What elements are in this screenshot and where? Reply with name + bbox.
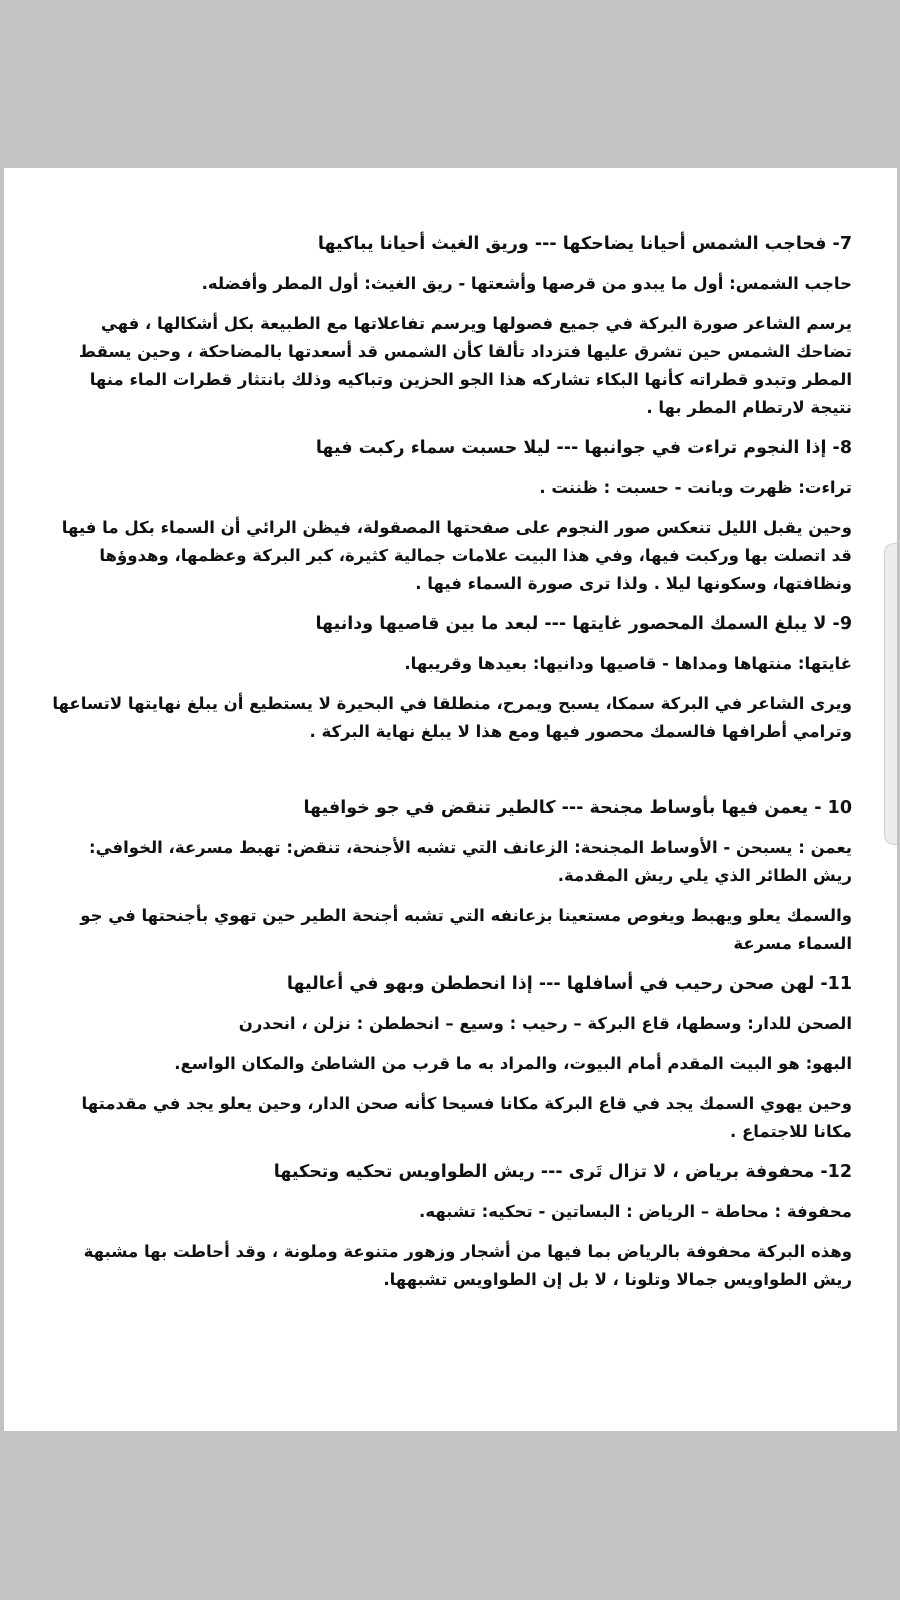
explanation-12: وهذه البركة محفوفة بالرياض بما فيها من أشجار وزهور متنوعة وملونة ، وقد أحاطت بها مشبهة ريش الطواويس جمالا وتلونا ، لا بل إن الطواويس تشبهها. (83, 1242, 852, 1289)
glossary-7: حاجب الشمس: أول ما يبدو من قرصها وأشعتها - ريق الغيث: أول المطر وأفضله. (201, 274, 852, 293)
explanation-7: يرسم الشاعر صورة البركة في جميع فصولها ويرسم تفاعلاتها مع الطبيعة بكل أشكالها ، فهي تضاحك الشمس حين تشرق عليها فتزداد تألقا كأن الشمس قد أسعدتها بالمضاحكة ، وحين يسقط المطر وتبدو قطراته كأنها البكاء تشاركه هذا الجو الحزين وتباكيه وذلك بانتثار قطرات الماء منها نتيجة لارتطام المطر بها . (78, 314, 852, 417)
verse-8: 8- إذا النجوم تراءت في جوانبها --- ليلا حسبت سماء ركبت فيها (315, 438, 852, 458)
verse-11: 11- لهن صحن رحيب في أسافلها --- إذا انحططن وبهو في أعاليها (286, 974, 852, 994)
edge-panel-handle[interactable] (884, 543, 897, 845)
verse-10: 10 - يعمن فيها بأوساط مجنحة --- كالطير تنقض في جو خوافيها (303, 798, 852, 818)
section-gap (52, 758, 852, 794)
glossary-10: يعمن : يسبحن - الأوساط المجنحة: الزعانف التي تشبه الأجنحة، تنقض: تهبط مسرعة، الخوافي: ريش الطائر الذي يلي ريش المقدمة. (88, 838, 852, 885)
glossary-8: تراءت: ظهرت وبانت - حسبت : ظننت . (539, 478, 852, 497)
explanation-9: ويرى الشاعر في البركة سمكا، يسبح ويمرح، منطلقا في البحيرة لا يستطيع أن يبلغ نهايتها لاتساعها وترامي أطرافها فالسمك محصور فيها ومع هذا لا يبلغ نهاية البركة . (52, 694, 852, 741)
verse-9: 9- لا يبلغ السمك المحصور غايتها --- لبعد ما بين قاصيها ودانيها (315, 614, 852, 634)
explanation-10: والسمك يعلو ويهبط ويغوص مستعينا بزعانفه التي تشبه أجنحة الطير حين تهوي بأجنحتها في جو السماء مسرعة (80, 906, 852, 953)
glossary-9: غايتها: منتهاها ومداها - قاصيها ودانيها: بعيدها وقريبها. (404, 654, 852, 673)
document-text (52, 230, 852, 1306)
explanation-11: وحين يهوي السمك يجد في قاع البركة مكانا فسيحا كأنه صحن الدار، وحين يعلو يجد في مقدمتها مكانا للاجتماع . (81, 1094, 852, 1141)
glossary-11-b: البهو: هو البيت المقدم أمام البيوت، والمراد به ما قرب من الشاطئ والمكان الواسع. (174, 1054, 852, 1073)
document-page (4, 168, 897, 1431)
explanation-8: وحين يقبل الليل تنعكس صور النجوم على صفحتها المصقولة، فيظن الرائي أن السماء بكل ما فيها قد اتصلت بها وركبت فيها، وفي هذا البيت علامات جمالية كثيرة، كبر البركة وعظمها، وهدوؤها ونظافتها، وسكونها ليلا . ولذا ترى صورة السماء فيها . (61, 518, 852, 593)
glossary-12: محفوفة : محاطة – الرياض : البساتين - تحكيه: تشبهه. (419, 1202, 852, 1221)
glossary-11-a: الصحن للدار: وسطها، قاع البركة – رحيب : وسيع – انحططن : نزلن ، انحدرن (238, 1014, 852, 1033)
verse-7: 7- فحاجب الشمس أحيانا يضاحكها --- وريق الغيث أحيانا يباكيها (317, 234, 852, 254)
verse-12: 12- محفوفة برياض ، لا تزال تَرى --- ريش الطواويس تحكيه وتحكيها (273, 1162, 852, 1182)
